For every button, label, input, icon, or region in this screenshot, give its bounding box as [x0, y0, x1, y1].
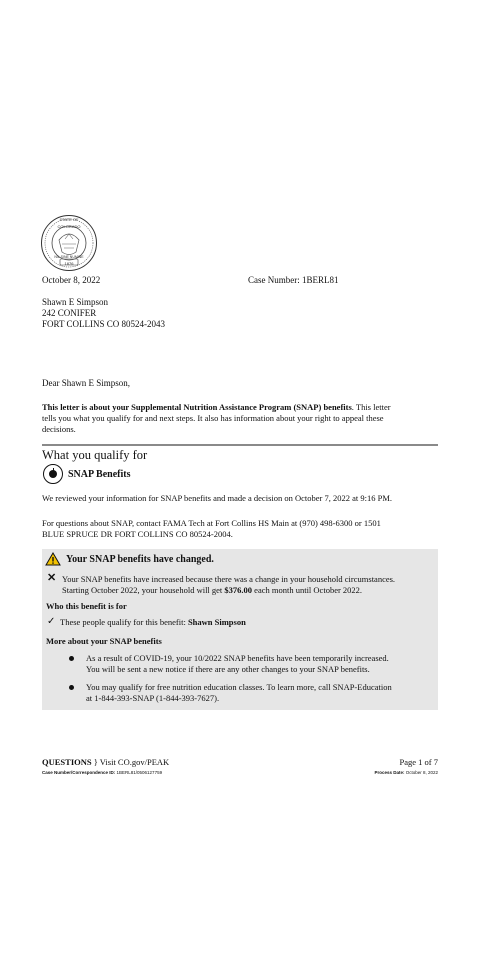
bullet-icon — [69, 656, 74, 661]
intro-line2: tells you what you qualify for and next steps. It also has information about your right to appeal these — [42, 413, 384, 423]
footer-peak-link[interactable]: } Visit CO.gov/PEAK — [91, 757, 170, 767]
questions-line2: BLUE SPRUCE DR FORT COLLINS CO 80524-2004. — [42, 529, 233, 539]
intro-rest: . This letter — [351, 402, 391, 412]
recipient-name: Shawn E Simpson — [42, 297, 109, 307]
bullet2-line1: You may qualify for free nutrition education classes. To learn more, call SNAP-Education — [86, 682, 392, 692]
change-amount: $376.00 — [224, 585, 253, 595]
correspondence-id: Case Number/Correspondence ID: 1BERL81/0506127759 — [42, 770, 163, 775]
seal-text: STATE OF COLORADO — [57, 217, 81, 229]
bullet-icon — [69, 685, 74, 690]
change-line2: Starting October 2022, your household will get $376.00 each month until October 2022. — [62, 585, 363, 595]
intro-bold: This letter is about your Supplemental Nutrition Assistance Program (SNAP) benefits — [42, 402, 352, 412]
address-line2: FORT COLLINS CO 80524-2043 — [42, 319, 166, 329]
apple-icon — [43, 464, 63, 484]
reviewed-text: We reviewed your information for SNAP benefits and made a decision on October 7, 2022 at 9:16 PM. — [42, 493, 393, 503]
more-heading: More about your SNAP benefits — [46, 636, 162, 646]
intro-line1 — [42, 402, 442, 413]
who-text: These people qualify for this benefit: Shawn Simpson — [60, 617, 246, 627]
seal-motto: NIL SINE NUMINE — [54, 255, 84, 259]
who-name: Shawn Simpson — [187, 617, 246, 627]
bullet1-line1: As a result of COVID-19, your 10/2022 SNAP benefits have been temporarily increased. — [86, 653, 389, 663]
bullet1-line2: You will be sent a new notice if there are any other changes to your SNAP benefits. — [86, 664, 370, 674]
warning-icon — [45, 552, 61, 566]
address-line1: 242 CONIFER — [42, 308, 97, 318]
notice-title: Your SNAP benefits have changed. — [66, 554, 214, 565]
process-date: Process Date: October 8, 2022 — [374, 770, 438, 775]
seal-year: 1876 — [64, 261, 74, 266]
bullet2-line2: at 1-844-393-SNAP (1-844-393-7627). — [86, 693, 220, 703]
letter-date: October 8, 2022 — [42, 275, 101, 285]
who-heading: Who this benefit is for — [46, 601, 127, 611]
greeting: Dear Shawn E Simpson, — [42, 378, 130, 388]
check-mark-icon: ✓ — [47, 616, 56, 627]
page-number: Page 1 of 7 — [399, 757, 438, 767]
footer-questions: QUESTIONS } Visit CO.gov/PEAK — [42, 757, 170, 767]
section-divider — [42, 444, 438, 446]
questions-line1: For questions about SNAP, contact FAMA Tech at Fort Collins HS Main at (970) 498-6300 or 1501 — [42, 518, 381, 528]
x-mark-icon: ✕ — [47, 572, 57, 584]
intro-line3: decisions. — [42, 424, 76, 434]
case-number: Case Number: 1BERL81 — [248, 275, 339, 285]
change-line1: Your SNAP benefits have increased because there was a change in your household circumstances. — [62, 574, 396, 584]
benefit-title: SNAP Benefits — [68, 469, 131, 480]
section-title: What you qualify for — [42, 448, 148, 462]
